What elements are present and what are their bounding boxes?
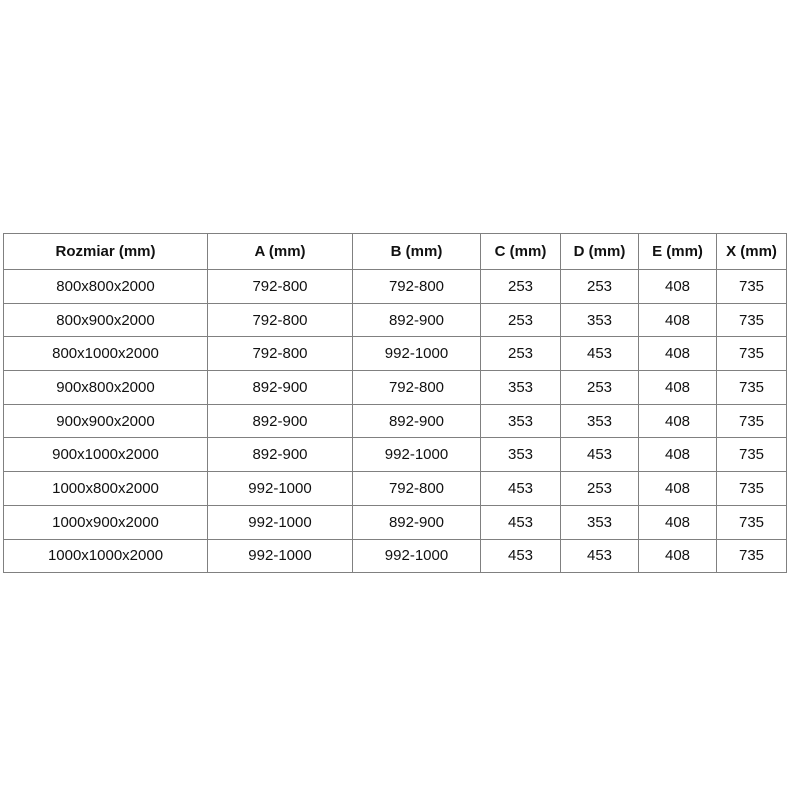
table-row bbox=[4, 337, 787, 371]
table-cell: 253 bbox=[561, 472, 639, 506]
table-cell: 453 bbox=[481, 505, 561, 539]
table-cell: 735 bbox=[717, 472, 787, 506]
table-cell: 900x900x2000 bbox=[4, 404, 208, 438]
table-cell: 453 bbox=[481, 472, 561, 506]
table-cell: 408 bbox=[639, 539, 717, 573]
table-cell: 900x1000x2000 bbox=[4, 438, 208, 472]
table-cell: 735 bbox=[717, 505, 787, 539]
table-cell: 408 bbox=[639, 303, 717, 337]
table-row bbox=[4, 371, 787, 405]
table-cell: 800x1000x2000 bbox=[4, 337, 208, 371]
table-cell: 892-900 bbox=[208, 438, 353, 472]
table-cell: 453 bbox=[561, 438, 639, 472]
table-cell: 408 bbox=[639, 270, 717, 304]
table-cell: 800x800x2000 bbox=[4, 270, 208, 304]
table-row bbox=[4, 505, 787, 539]
table-cell: 892-900 bbox=[208, 371, 353, 405]
table-cell: 992-1000 bbox=[353, 438, 481, 472]
table-cell: 792-800 bbox=[353, 270, 481, 304]
table-cell: 253 bbox=[481, 303, 561, 337]
column-header: B (mm) bbox=[353, 234, 481, 270]
table-cell: 792-800 bbox=[353, 472, 481, 506]
table-cell: 992-1000 bbox=[353, 337, 481, 371]
table-cell: 735 bbox=[717, 337, 787, 371]
table-cell: 253 bbox=[561, 270, 639, 304]
table-cell: 453 bbox=[561, 539, 639, 573]
table-cell: 253 bbox=[481, 270, 561, 304]
table-cell: 735 bbox=[717, 371, 787, 405]
table-cell: 800x900x2000 bbox=[4, 303, 208, 337]
table-cell: 353 bbox=[561, 303, 639, 337]
table-cell: 353 bbox=[481, 404, 561, 438]
table-cell: 992-1000 bbox=[208, 505, 353, 539]
table-row bbox=[4, 404, 787, 438]
table-cell: 992-1000 bbox=[208, 539, 353, 573]
column-header: A (mm) bbox=[208, 234, 353, 270]
table-cell: 453 bbox=[561, 337, 639, 371]
table-cell: 735 bbox=[717, 303, 787, 337]
column-header: X (mm) bbox=[717, 234, 787, 270]
column-header: E (mm) bbox=[639, 234, 717, 270]
table-cell: 735 bbox=[717, 270, 787, 304]
table-cell: 353 bbox=[481, 438, 561, 472]
table-cell: 353 bbox=[561, 404, 639, 438]
table-cell: 792-800 bbox=[208, 337, 353, 371]
table-cell: 1000x900x2000 bbox=[4, 505, 208, 539]
table-header-row bbox=[4, 234, 787, 270]
table-cell: 1000x1000x2000 bbox=[4, 539, 208, 573]
table-cell: 453 bbox=[481, 539, 561, 573]
table-cell: 992-1000 bbox=[208, 472, 353, 506]
column-header: D (mm) bbox=[561, 234, 639, 270]
table-cell: 900x800x2000 bbox=[4, 371, 208, 405]
table-cell: 792-800 bbox=[353, 371, 481, 405]
table-cell: 735 bbox=[717, 438, 787, 472]
table-cell: 408 bbox=[639, 438, 717, 472]
table-cell: 892-900 bbox=[353, 303, 481, 337]
table-cell: 353 bbox=[481, 371, 561, 405]
table-cell: 892-900 bbox=[208, 404, 353, 438]
table-row bbox=[4, 539, 787, 573]
table-cell: 408 bbox=[639, 404, 717, 438]
table-cell: 892-900 bbox=[353, 505, 481, 539]
table-row bbox=[4, 303, 787, 337]
table-body bbox=[4, 270, 787, 573]
table-row bbox=[4, 438, 787, 472]
table-cell: 792-800 bbox=[208, 303, 353, 337]
table-cell: 408 bbox=[639, 337, 717, 371]
table-cell: 992-1000 bbox=[353, 539, 481, 573]
table-cell: 792-800 bbox=[208, 270, 353, 304]
table-cell: 735 bbox=[717, 404, 787, 438]
column-header: Rozmiar (mm) bbox=[4, 234, 208, 270]
table-cell: 408 bbox=[639, 472, 717, 506]
table-cell: 408 bbox=[639, 371, 717, 405]
table-row bbox=[4, 472, 787, 506]
table-cell: 253 bbox=[481, 337, 561, 371]
table-cell: 735 bbox=[717, 539, 787, 573]
size-table-container bbox=[3, 233, 786, 573]
table-cell: 1000x800x2000 bbox=[4, 472, 208, 506]
table-cell: 353 bbox=[561, 505, 639, 539]
table-cell: 892-900 bbox=[353, 404, 481, 438]
size-table bbox=[3, 233, 787, 573]
table-row bbox=[4, 270, 787, 304]
table-cell: 253 bbox=[561, 371, 639, 405]
table-cell: 408 bbox=[639, 505, 717, 539]
column-header: C (mm) bbox=[481, 234, 561, 270]
